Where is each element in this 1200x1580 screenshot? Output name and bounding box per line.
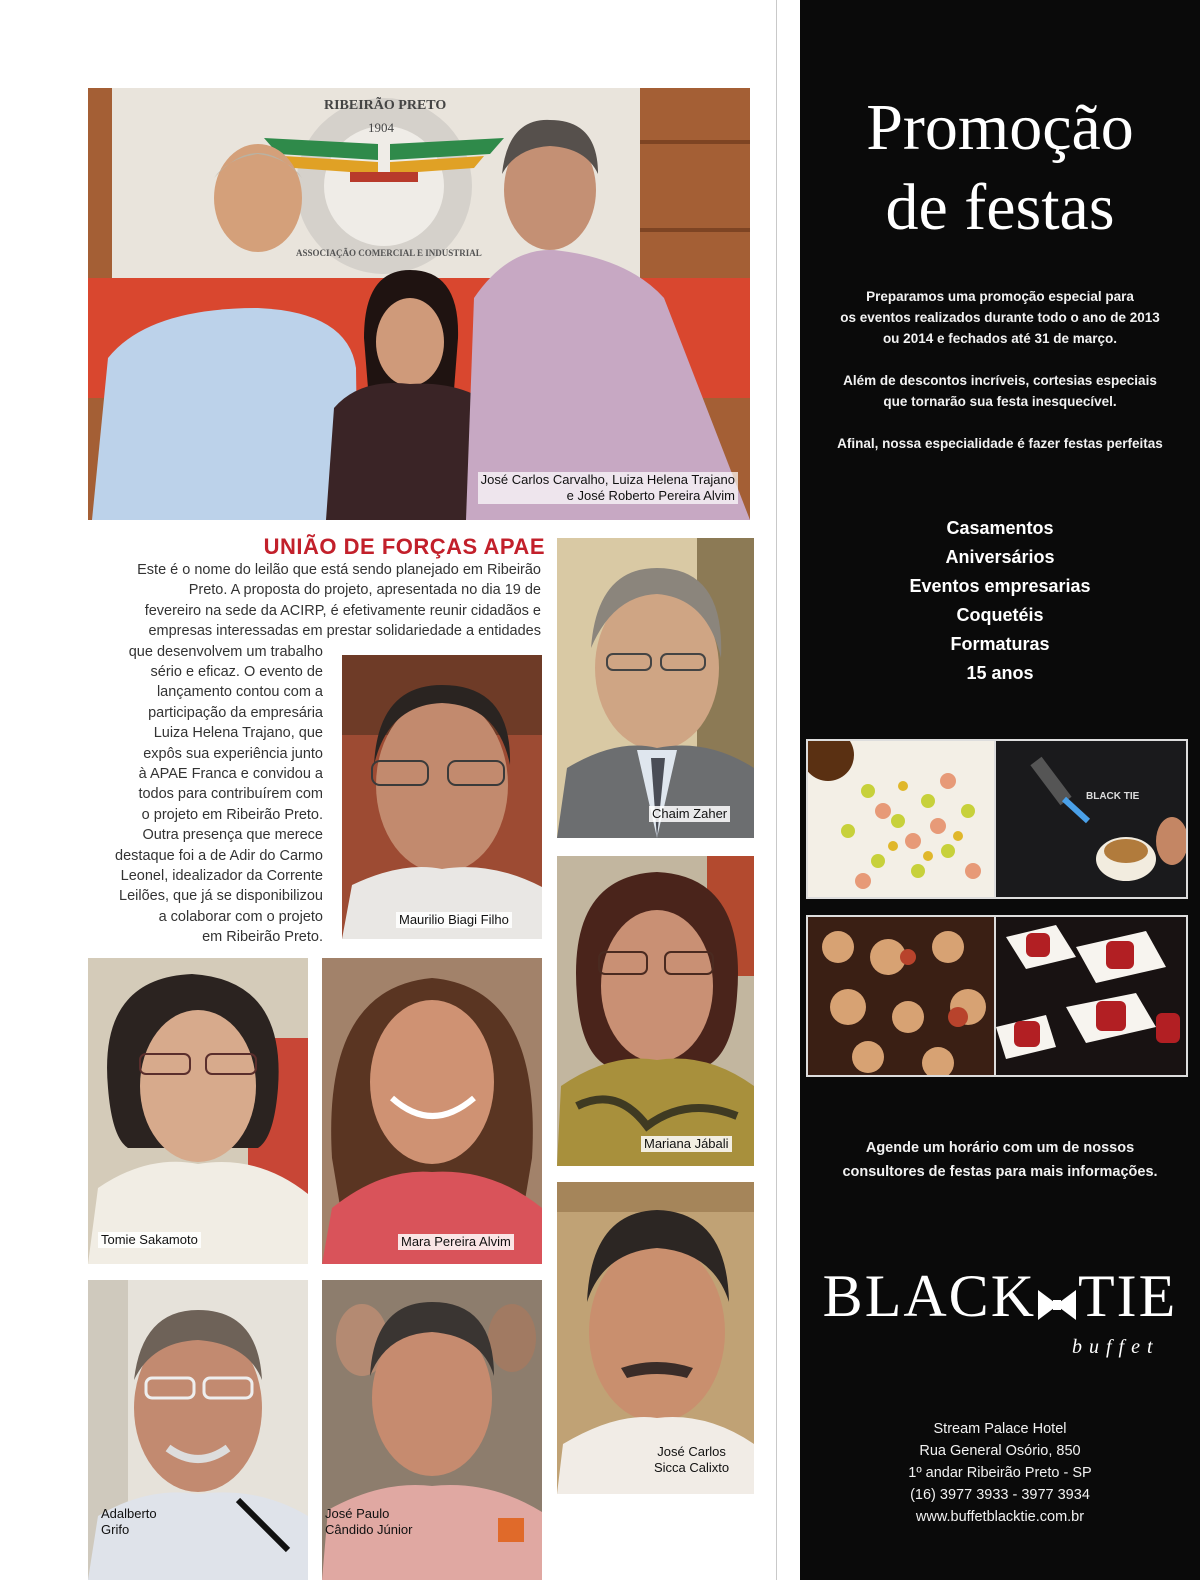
- ad-intro-line: Preparamos uma promoção especial para: [866, 289, 1134, 304]
- food-photo-salad: [806, 739, 996, 899]
- ad-intro-line: ou 2014 e fechados até 31 de março.: [882, 331, 1118, 346]
- ad-title-line2: de festas: [885, 171, 1115, 244]
- article-line: Outra presença que merece: [142, 827, 323, 844]
- ad-discounts-line: Além de descontos incríveis, cortesias especiais: [843, 373, 1157, 388]
- group-caption-line2: e José Roberto Pereira Alvim: [566, 488, 735, 503]
- portrait-maurilio-biagi-filho: [342, 655, 542, 939]
- event-item: Coquetéis: [956, 605, 1044, 625]
- food-photo-jellies: [994, 915, 1188, 1077]
- article-line: destaque foi a de Adir do Carmo: [115, 847, 323, 864]
- caption-josepaulo-line2: Cândido Júnior: [325, 1522, 413, 1537]
- ad-discounts-line: que tornarão sua festa inesquecível.: [883, 394, 1117, 409]
- caption-josecarlos-line1: José Carlos: [657, 1444, 726, 1459]
- event-item: Eventos empresarias: [909, 576, 1091, 596]
- group-photo: [88, 88, 750, 520]
- ad-schedule-line: consultores de festas para mais informações.: [842, 1164, 1158, 1180]
- article-line: participação da empresária: [148, 704, 323, 721]
- article-line: o projeto em Ribeirão Preto.: [141, 806, 323, 823]
- ad-discounts: [800, 370, 1200, 412]
- event-item: Casamentos: [946, 518, 1054, 538]
- caption-mariana-jabali: Mariana Jábali: [641, 1136, 732, 1152]
- article-line: todos para contribuírem com: [138, 786, 323, 803]
- event-item: 15 anos: [966, 663, 1034, 683]
- address-venue: Stream Palace Hotel: [933, 1421, 1067, 1437]
- ad-schedule: [800, 1136, 1200, 1184]
- bowtie-icon: [1038, 1268, 1076, 1337]
- caption-chaim-zaher: Chaim Zaher: [649, 806, 730, 822]
- logo-year-text: 1904: [368, 120, 394, 135]
- brand-subtitle: buffet: [1072, 1336, 1160, 1358]
- article-line: Leonel, idealizador da Corrente: [120, 868, 323, 884]
- ad-title: [800, 88, 1200, 248]
- caption-josepaulo-line1: José Paulo: [325, 1506, 390, 1521]
- column-divider: [776, 0, 777, 1580]
- portrait-adalberto-grifo: [88, 1280, 308, 1580]
- portrait-chaim-zaher: [557, 538, 754, 838]
- address-street: Rua General Osório, 850: [919, 1443, 1081, 1459]
- article-line: sério e eficaz. O evento de: [150, 664, 323, 680]
- article-line: Luiza Helena Trajano, que: [153, 725, 323, 742]
- caption-adalberto-line1: Adalberto: [101, 1506, 157, 1521]
- article-headline: UNIÃO DE FORÇAS APAE: [263, 534, 545, 559]
- ad-specialty: Afinal, nossa especialidade é fazer festas perfeitas: [837, 436, 1163, 451]
- phone-numbers: (16) 3977 3933 - 3977 3934: [910, 1487, 1090, 1503]
- event-item: Formaturas: [950, 634, 1050, 654]
- ad-title-line1: Promoção: [866, 91, 1134, 164]
- portrait-mara-pereira-alvim: [322, 958, 542, 1264]
- food-photo-torch: [994, 739, 1188, 899]
- group-photo-caption: [478, 472, 738, 504]
- article-line: que desenvolvem um trabalho: [128, 643, 323, 660]
- article-line: Leilões, que já se disponibilizou: [119, 888, 323, 905]
- caption-tomie-sakamoto: Tomie Sakamoto: [98, 1232, 201, 1248]
- article-line: em Ribeirão Preto.: [202, 929, 323, 946]
- article-line: fevereiro na sede da ACIRP, é efetivamente reunir cidadãos e: [144, 602, 541, 619]
- ad-contact-block: [800, 1418, 1200, 1528]
- advertisement-panel: [800, 0, 1200, 1580]
- event-list: [800, 514, 1200, 688]
- brand-left: BLACK: [822, 1263, 1037, 1329]
- black-tie-logo: [800, 1262, 1200, 1337]
- article-line: a colaborar com o projeto: [158, 908, 323, 925]
- portrait-jose-carlos-sicca-calixto: [557, 1182, 754, 1494]
- brand-right: TIE: [1078, 1263, 1178, 1329]
- article-line: Preto. A proposta do projeto, apresentada no dia 19 de: [188, 582, 541, 599]
- article-line: expôs sua experiência junto: [143, 745, 323, 762]
- article-line: empresas interessadas em prestar solidariedade a entidades: [148, 623, 541, 640]
- caption-josecarlos-line2: Sicca Calixto: [654, 1460, 730, 1475]
- portrait-tomie-sakamoto: [88, 958, 308, 1264]
- portrait-jose-paulo-candido-junior: [322, 1280, 542, 1580]
- caption-adalberto-line2: Grifo: [101, 1522, 130, 1537]
- food-photo-pastries: [806, 915, 996, 1077]
- caption-jose-carlos-sicca-calixto: [651, 1444, 732, 1476]
- logo-city-text: RIBEIRÃO PRETO: [324, 98, 447, 113]
- caption-adalberto-grifo: [98, 1506, 160, 1538]
- website-link[interactable]: www.buffetblacktie.com.br: [915, 1509, 1085, 1525]
- event-item: Aniversários: [945, 547, 1055, 567]
- article-line: Este é o nome do leilão que está sendo planejado em Ribeirão: [137, 562, 541, 578]
- caption-jose-paulo-candido-junior: [322, 1506, 415, 1538]
- portrait-mariana-jabali: [557, 856, 754, 1166]
- ad-intro: [800, 286, 1200, 349]
- logo-ring-text: ASSOCIAÇÃO COMERCIAL E INDUSTRIAL: [296, 248, 482, 258]
- ad-intro-line: os eventos realizados durante todo o ano de 2013: [840, 310, 1160, 325]
- address-city: 1º andar Ribeirão Preto - SP: [908, 1465, 1092, 1481]
- article-line: lançamento contou com a: [156, 684, 323, 701]
- food-label: BLACK TIE: [1086, 791, 1140, 802]
- caption-mara-pereira-alvim: Mara Pereira Alvim: [398, 1234, 514, 1250]
- ad-schedule-line: Agende um horário com um de nossos: [865, 1140, 1135, 1156]
- caption-maurilio-biagi-filho: Maurilio Biagi Filho: [396, 912, 512, 928]
- group-caption-line1: José Carlos Carvalho, Luiza Helena Trajano: [480, 472, 735, 487]
- article-line: à APAE Franca e convidou a: [138, 766, 323, 782]
